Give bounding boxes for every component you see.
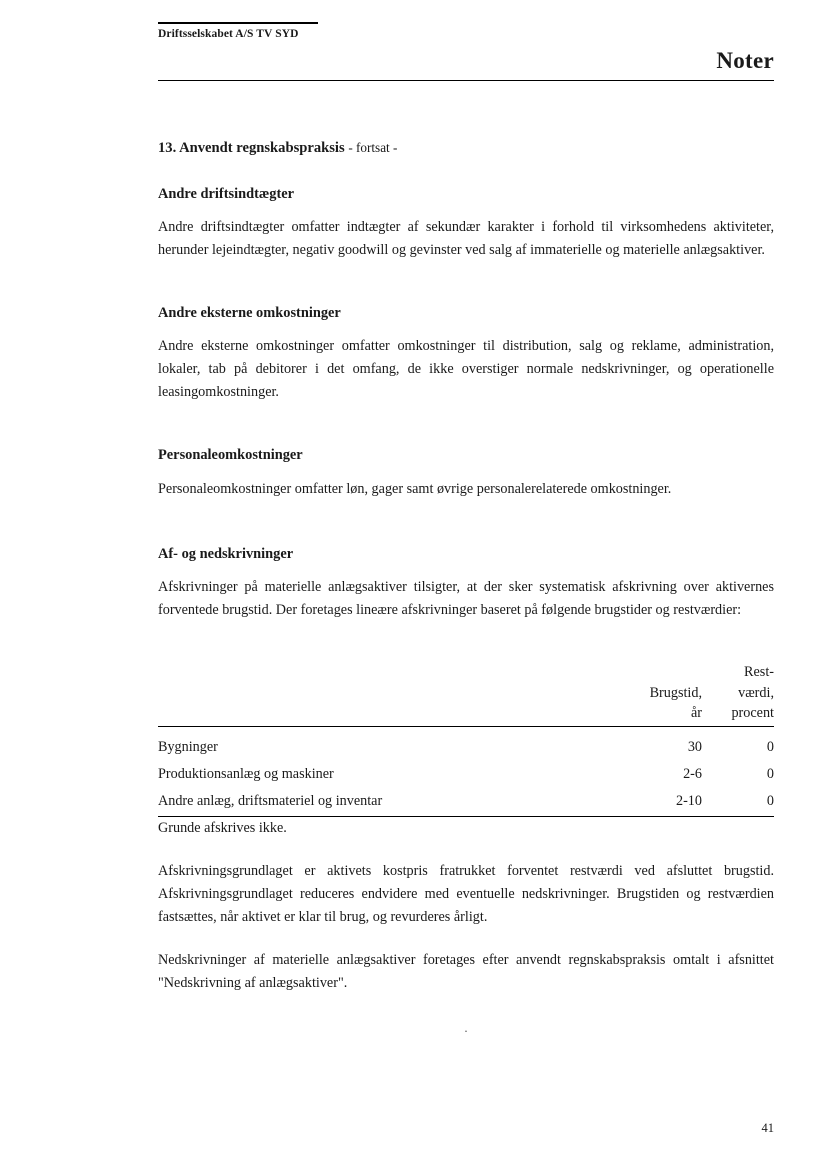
- note-continued-label: - fortsat -: [348, 140, 398, 155]
- section-paragraph: Personaleomkostninger omfatter løn, gager samt øvrige personalerelaterede omkostninger.: [158, 480, 672, 497]
- table-row: [158, 734, 774, 761]
- after-table-paragraph: Afskrivningsgrundlaget er aktivets kostpris fratrukket forventet restværdi ved afsluttet brugstid. Afskrivningsgrundlaget reduceres endvidere med eventuelle nedskrivninger. Brugstiden og restværdien fastsættes, når aktivet er klar til brug, og revurderes årligt.: [158, 862, 774, 925]
- section-heading-andre-driftsindtaegter: Andre driftsindtægter: [158, 185, 295, 202]
- row-brugstid: 30: [687, 738, 702, 755]
- row-brugstid: 2-10: [675, 793, 702, 810]
- section-heading-af-og-nedskrivninger: Af- og nedskrivninger: [158, 545, 294, 562]
- section-paragraph: Andre driftsindtægter omfatter indtægter af sekundær karakter i forhold til virksomhedens aktiviteter, herunder lejeindtægter, negativ goodwill og gevinster ved salg af immaterielle og materielle anlægsaktiver.: [158, 218, 774, 258]
- page-number: 41: [761, 1121, 774, 1135]
- table-header-row: [158, 662, 774, 726]
- section-heading-andre-eksterne-omkostninger: Andre eksterne omkostninger: [158, 304, 341, 321]
- table-row: [158, 788, 774, 816]
- row-restvaerdi: 0: [766, 766, 774, 783]
- company-name: Driftsselskabet A/S TV SYD: [158, 28, 299, 40]
- after-table-paragraph: Grunde afskrives ikke.: [158, 819, 287, 836]
- note-heading: [158, 137, 774, 161]
- column-header-restvaerdi-line2: værdi,: [738, 684, 774, 701]
- header-top-rule: [158, 22, 318, 24]
- column-header-label: [158, 662, 612, 726]
- note-heading-text: 13. Anvendt regnskabspraksis: [158, 140, 345, 156]
- row-label: Produktionsanlæg og maskiner: [158, 766, 334, 783]
- row-restvaerdi: 0: [766, 738, 774, 755]
- row-label: Bygninger: [158, 738, 218, 755]
- page-content: [158, 0, 774, 1038]
- title-row: [158, 40, 774, 78]
- depreciation-table: [158, 662, 774, 817]
- table-row: [158, 761, 774, 788]
- table-head: [158, 662, 774, 734]
- column-header-brugstid: [612, 662, 702, 726]
- document-body: [158, 137, 774, 1038]
- section-heading-personaleomkostninger: Personaleomkostninger: [158, 447, 303, 464]
- column-header-restvaerdi: [702, 662, 774, 726]
- row-label: Andre anlæg, driftsmateriel og inventar: [158, 793, 383, 810]
- section-paragraph: Afskrivninger på materielle anlægsaktiver tilsigter, at der sker systematisk afskrivning over aktivernes forventede brugstid. Der foretages lineære afskrivninger baseret på følgende brugstider og restværdier:: [158, 578, 774, 618]
- column-header-brugstid-line1: Brugstid,: [649, 684, 702, 701]
- after-table-paragraph: Nedskrivninger af materielle anlægsaktiver foretages efter anvendt regnskabspraksis omtalt i afsnittet "Nedskrivning af anlægsaktiver".: [158, 951, 774, 991]
- page-title: Noter: [716, 48, 774, 73]
- paragraph-mark: .: [464, 1019, 468, 1035]
- row-restvaerdi: 0: [766, 793, 774, 810]
- column-header-brugstid-line2: år: [690, 705, 702, 722]
- table-body: [158, 734, 774, 817]
- row-brugstid: 2-6: [683, 766, 702, 783]
- column-header-restvaerdi-line1: Rest-: [744, 663, 774, 680]
- section-paragraph: Andre eksterne omkostninger omfatter omkostninger til distribution, salg og reklame, administration, lokaler, tab på debitorer i det omfang, de ikke overstiger normale nedskrivninger, og operationelle leasingomkostninger.: [158, 338, 774, 401]
- table-header-spacer: [158, 726, 774, 734]
- header-bottom-rule: [158, 80, 774, 81]
- column-header-restvaerdi-line3: procent: [731, 705, 774, 722]
